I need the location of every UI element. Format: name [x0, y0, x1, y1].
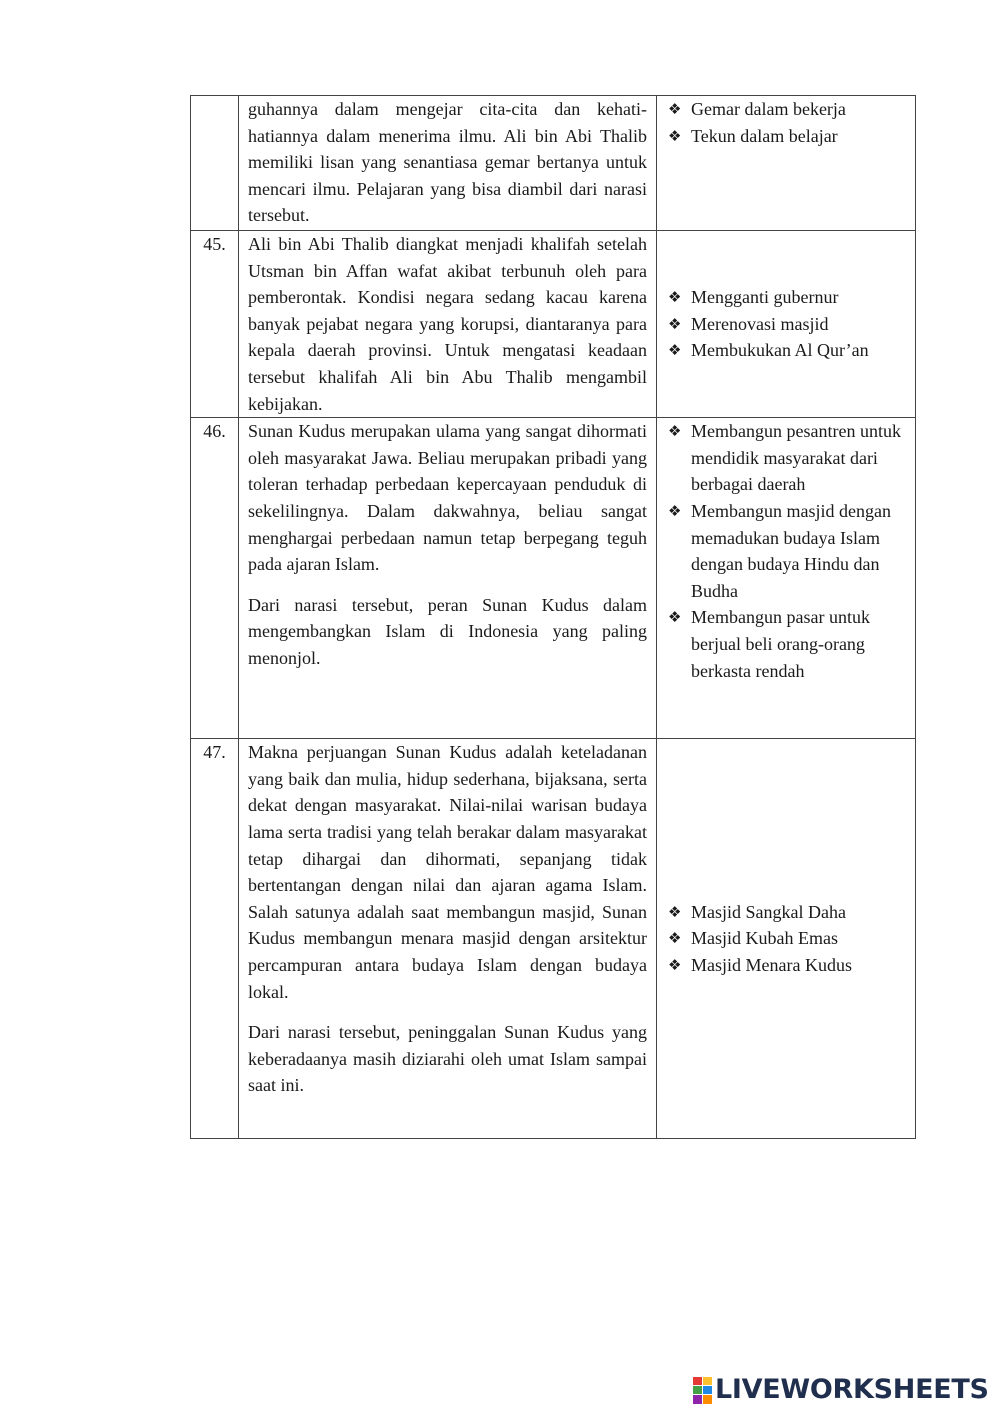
table-row: [191, 418, 916, 739]
options-list: [657, 284, 915, 364]
logo-tile: [703, 1386, 712, 1394]
option-item[interactable]: [668, 311, 909, 338]
question-prompt: Dari narasi tersebut, peninggalan Sunan Kudus yang keberadaanya masih diziarahi oleh umat Islam sampai saat ini.: [248, 1022, 647, 1096]
option-item[interactable]: [668, 498, 909, 604]
diamond-bullet-icon: ❖: [668, 501, 682, 520]
options-list: [657, 418, 915, 684]
liveworksheets-logo-icon: [693, 1377, 712, 1404]
options-list: [657, 96, 915, 149]
option-item[interactable]: [668, 123, 909, 150]
table-row: [191, 739, 916, 1139]
option-item[interactable]: [668, 96, 909, 123]
option-item[interactable]: [668, 337, 909, 364]
logo-tile: [703, 1395, 712, 1404]
option-item[interactable]: [668, 925, 909, 952]
option-label: Gemar dalam bekerja: [691, 99, 846, 119]
option-item[interactable]: [668, 952, 909, 979]
option-label: Membangun pasar untuk berjual beli orang-orang berkasta rendah: [691, 607, 870, 681]
options-cell: [657, 739, 916, 1139]
option-item[interactable]: [668, 604, 909, 684]
diamond-bullet-icon: ❖: [668, 608, 682, 627]
options-cell: [657, 231, 916, 418]
diamond-bullet-icon: ❖: [668, 341, 682, 360]
question-cell: [239, 739, 657, 1139]
table-row: [191, 231, 916, 418]
option-label: Masjid Menara Kudus: [691, 954, 852, 975]
options-cell: [657, 418, 916, 739]
option-label: Masjid Sangkal Daha: [691, 901, 846, 922]
diamond-bullet-icon: ❖: [668, 288, 682, 307]
question-text: Ali bin Abi Thalib diangkat menjadi khalifah setelah Utsman bin Affan wafat akibat terbunuh oleh para pemberontak. Kondisi negara sedang kacau karena banyak pejabat negara yang korupsi, diantaranya para kepala daerah provinsi. Untuk mengatasi keadaan tersebut khalifah Ali bin Abu Thalib mengambil kebijakan.: [248, 234, 647, 414]
question-table: [190, 95, 916, 1139]
option-label: Mengganti gubernur: [691, 287, 839, 308]
options-cell: [657, 96, 916, 231]
question-cell: [239, 96, 657, 231]
diamond-bullet-icon: ❖: [668, 902, 682, 921]
diamond-bullet-icon: ❖: [668, 929, 682, 948]
logo-tile: [693, 1386, 702, 1394]
logo-text: LIVEWORKSHEETS: [715, 1374, 989, 1405]
question-cell: [239, 418, 657, 739]
diamond-bullet-icon: ❖: [668, 422, 682, 441]
diamond-bullet-icon: ❖: [668, 126, 682, 145]
question-number: 47.: [191, 739, 239, 1139]
logo-tile: [693, 1377, 702, 1385]
question-text: Makna perjuangan Sunan Kudus adalah keteladanan yang baik dan mulia, hidup sederhana, bijaksana, serta dekat dengan masyarakat. Nilai-nilai warisan budaya lama serta tradisi yang telah berakar dalam masyarakat tetap dihargai dan dihormati, sepanjang tidak bertentangan dengan nilai dan ajaran agama Islam. Salah satunya adalah saat membangun masjid, Sunan Kudus membangun menara masjid dengan arsitektur percampuran antara budaya Islam dengan budaya lokal.: [248, 742, 647, 1002]
option-label: Membangun masjid dengan memadukan budaya Islam dengan budaya Hindu dan Budha: [691, 500, 891, 601]
options-list: [657, 899, 915, 979]
diamond-bullet-icon: ❖: [668, 314, 682, 333]
option-item[interactable]: [668, 284, 909, 311]
table-row: [191, 96, 916, 231]
question-number: 46.: [191, 418, 239, 739]
diamond-bullet-icon: ❖: [668, 955, 682, 974]
question-number: [191, 96, 239, 231]
option-label: Membangun pesantren untuk mendidik masyarakat dari berbagai daerah: [691, 421, 901, 495]
logo-tile: [693, 1395, 702, 1404]
question-cell: [239, 231, 657, 418]
option-label: Merenovasi masjid: [691, 313, 829, 334]
option-label: Tekun dalam belajar: [691, 125, 838, 146]
option-item[interactable]: [668, 899, 909, 926]
question-prompt: Dari narasi tersebut, peran Sunan Kudus dalam mengembangkan Islam di Indonesia yang paling menonjol.: [248, 594, 647, 668]
question-number: 45.: [191, 231, 239, 418]
liveworksheets-logo[interactable]: [693, 1375, 989, 1405]
question-text: Sunan Kudus merupakan ulama yang sangat dihormati oleh masyarakat Jawa. Beliau merupakan pribadi yang toleran terhadap perbedaan kepercayaan penduduk di sekelilingnya. Dalam dakwahnya, beliau sangat menghargai perbedaan namun tetap berpegang teguh pada ajaran Islam.: [248, 421, 647, 575]
option-label: Masjid Kubah Emas: [691, 928, 838, 949]
option-label: Membukukan Al Qur’an: [691, 340, 869, 361]
logo-tile: [703, 1377, 712, 1385]
option-item[interactable]: [668, 418, 909, 498]
diamond-bullet-icon: ❖: [668, 100, 682, 118]
question-text: guhannya dalam mengejar cita-cita dan kehati-hatiannya dalam menerima ilmu. Ali bin Abi Thalib memiliki lisan yang senantiasa gemar bertanya untuk mencari ilmu. Pelajaran yang bisa diambil dari narasi tersebut.: [248, 99, 647, 226]
